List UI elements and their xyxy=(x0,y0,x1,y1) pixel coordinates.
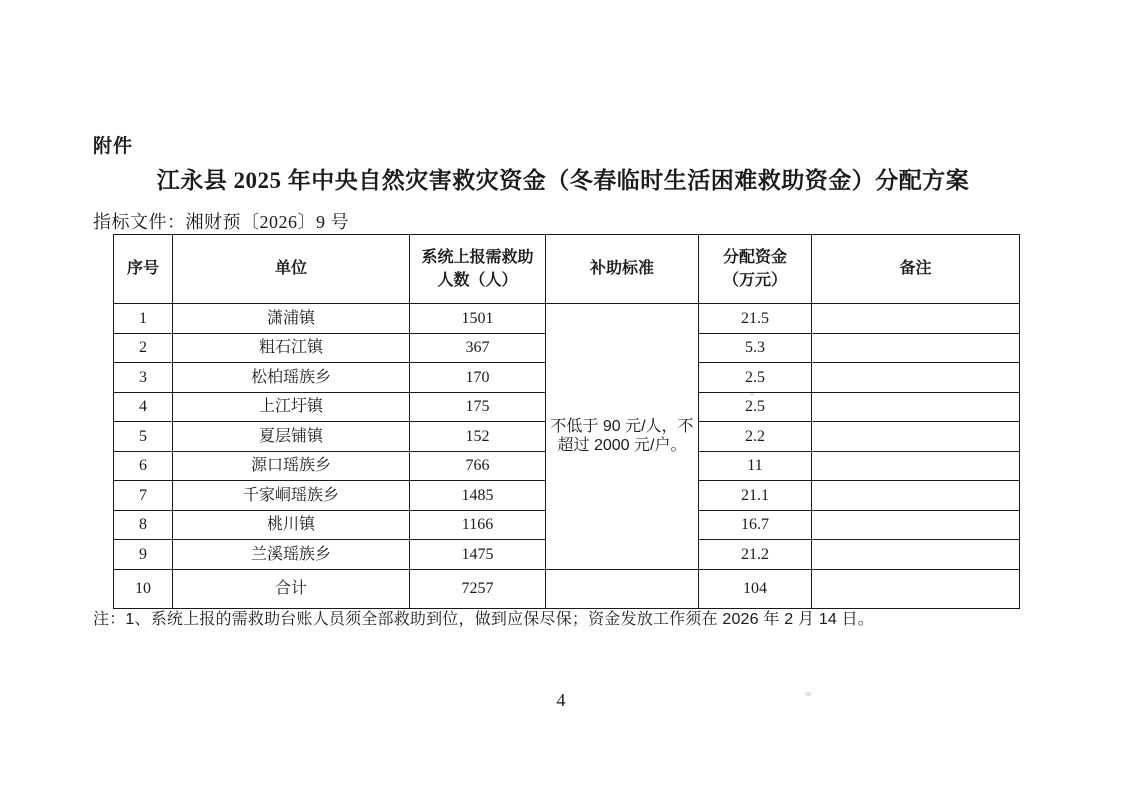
header-unit: 单位 xyxy=(173,235,410,304)
page-number: 4 xyxy=(556,690,566,710)
cell-unit: 粗石江镇 xyxy=(173,333,410,363)
cell-people: 1166 xyxy=(410,510,546,540)
cell-index: 2 xyxy=(114,333,173,363)
cell-index: 7 xyxy=(114,481,173,511)
table-header-row xyxy=(114,235,1020,304)
cell-unit: 兰溪瑶族乡 xyxy=(173,540,410,570)
cell-index: 8 xyxy=(114,510,173,540)
cell-note xyxy=(812,333,1020,363)
cell-people: 7257 xyxy=(410,569,546,608)
cell-note xyxy=(812,510,1020,540)
cell-unit: 源口瑶族乡 xyxy=(173,451,410,481)
cell-people: 367 xyxy=(410,333,546,363)
subsidy-standard-line2: 超过 2000 元/户。 xyxy=(557,437,687,455)
cell-unit: 夏层铺镇 xyxy=(173,422,410,452)
header-amount-line2: （万元） xyxy=(722,272,787,289)
allocation-table xyxy=(113,234,1020,609)
cell-index: 3 xyxy=(114,363,173,393)
cell-index: 6 xyxy=(114,451,173,481)
cell-index: 9 xyxy=(114,540,173,570)
cell-amount: 21.5 xyxy=(699,304,812,334)
cell-people: 1485 xyxy=(410,481,546,511)
cell-unit: 合计 xyxy=(173,569,410,608)
cell-note xyxy=(812,540,1020,570)
cell-note xyxy=(812,569,1020,608)
cell-index: 4 xyxy=(114,392,173,422)
header-index: 序号 xyxy=(114,235,173,304)
cell-people: 766 xyxy=(410,451,546,481)
cell-subsidy-standard xyxy=(546,304,699,570)
cell-note xyxy=(812,481,1020,511)
cell-note xyxy=(812,363,1020,393)
table-body xyxy=(114,304,1020,609)
attachment-label: 附件 xyxy=(93,136,134,157)
header-amount xyxy=(699,235,812,304)
cell-amount: 2.2 xyxy=(699,422,812,452)
cell-index: 1 xyxy=(114,304,173,334)
cell-unit: 千家峒瑶族乡 xyxy=(173,481,410,511)
header-amount-line1: 分配资金 xyxy=(722,248,787,266)
cell-note xyxy=(812,422,1020,452)
header-standard: 补助标准 xyxy=(546,235,699,304)
index-file-line: 指标文件：湘财预〔2026〕9 号 xyxy=(93,212,349,232)
cell-people: 152 xyxy=(410,422,546,452)
cell-amount: 11 xyxy=(699,451,812,481)
cell-amount: 2.5 xyxy=(699,363,812,393)
header-note: 备注 xyxy=(812,235,1020,304)
table-row xyxy=(114,304,1020,334)
cell-amount: 104 xyxy=(699,569,812,608)
cell-people: 170 xyxy=(410,363,546,393)
cell-amount: 21.2 xyxy=(699,540,812,570)
table-total-row xyxy=(114,569,1020,608)
cell-amount: 2.5 xyxy=(699,392,812,422)
cell-unit: 潇浦镇 xyxy=(173,304,410,334)
subsidy-standard-line1: 不低于 90 元/人，不 xyxy=(550,418,694,436)
cell-note xyxy=(812,304,1020,334)
cell-people: 1501 xyxy=(410,304,546,334)
cell-unit: 桃川镇 xyxy=(173,510,410,540)
cell-people: 175 xyxy=(410,392,546,422)
footnote: 注：1、系统上报的需救助台账人员须全部救助到位，做到应保尽保；资金发放工作须在 2026 年 2 月 14 日。 xyxy=(93,611,875,628)
cell-standard-total xyxy=(546,569,699,608)
page-title: 江永县 2025 年中央自然灾害救灾资金（冬春临时生活困难救助资金）分配方案 xyxy=(156,168,970,193)
header-people-line2: 人数（人） xyxy=(437,272,518,289)
cell-amount: 16.7 xyxy=(699,510,812,540)
cell-index: 10 xyxy=(114,569,173,608)
cell-amount: 21.1 xyxy=(699,481,812,511)
cell-amount: 5.3 xyxy=(699,333,812,363)
cell-people: 1475 xyxy=(410,540,546,570)
cell-unit: 松柏瑶族乡 xyxy=(173,363,410,393)
cell-note xyxy=(812,392,1020,422)
cell-note xyxy=(812,451,1020,481)
cell-unit: 上江圩镇 xyxy=(173,392,410,422)
scan-speck xyxy=(805,692,812,696)
cell-index: 5 xyxy=(114,422,173,452)
header-people xyxy=(410,235,546,304)
header-people-line1: 系统上报需救助 xyxy=(421,248,534,266)
table-header xyxy=(114,235,1020,304)
scan-speck xyxy=(750,393,754,396)
